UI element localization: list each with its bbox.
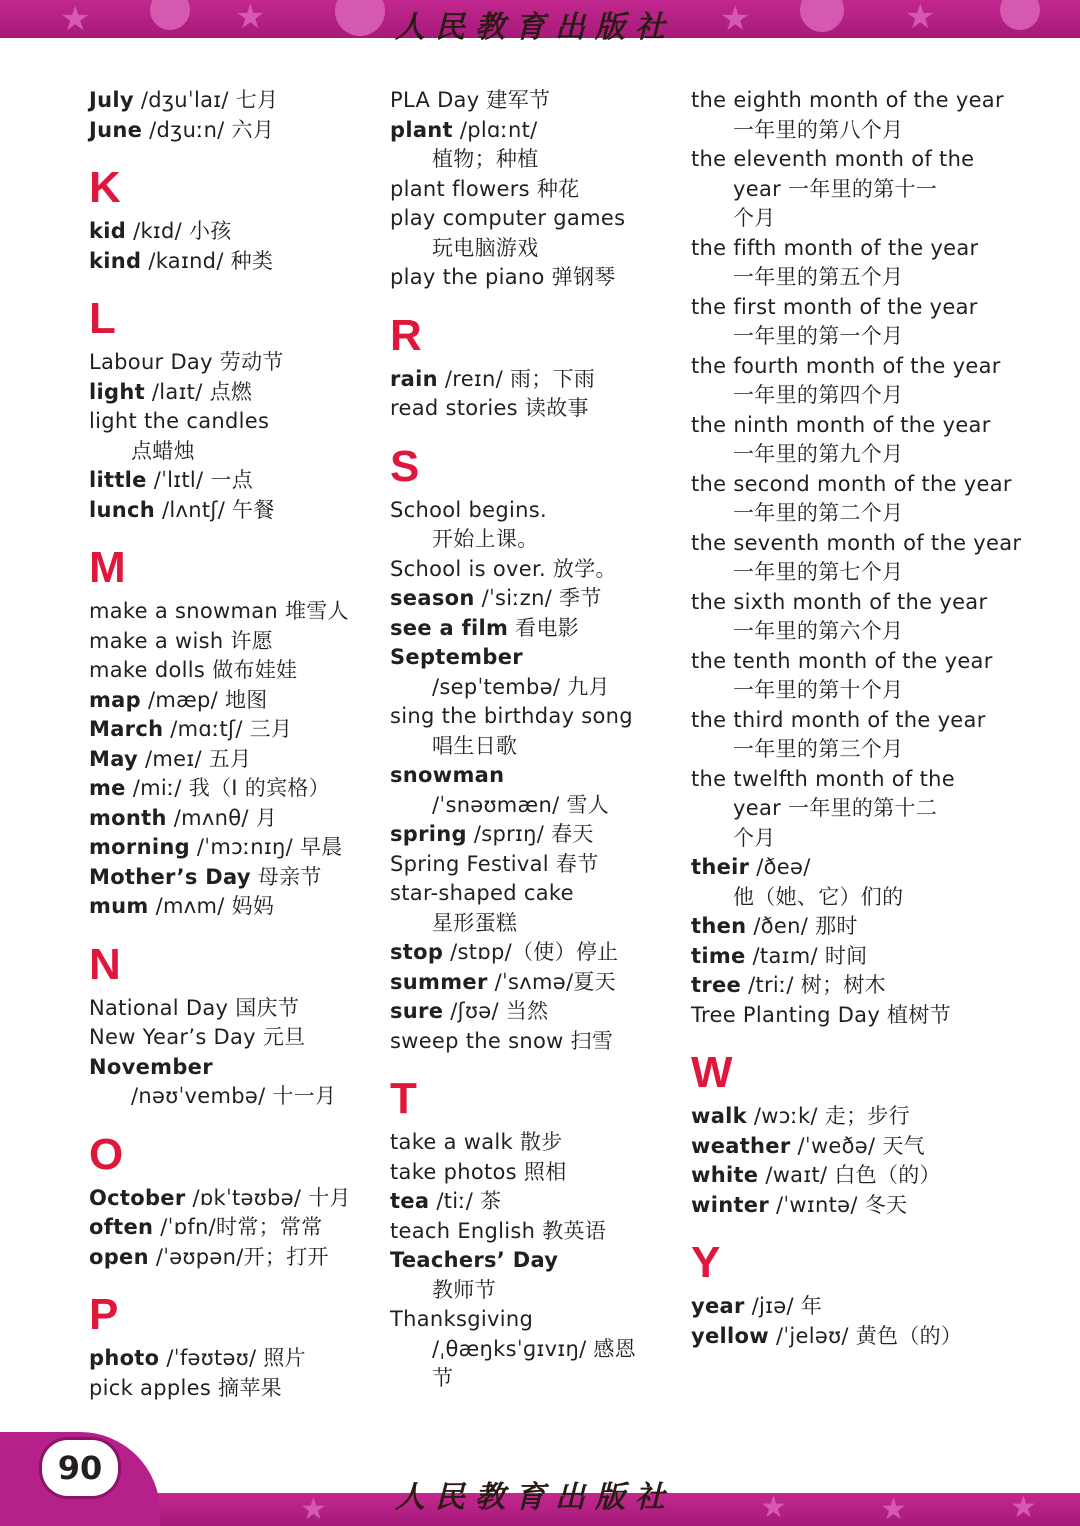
entry-text: /wɔːk/ 走；步行: [746, 1104, 910, 1128]
glossary-entry: [691, 204, 981, 234]
headword: season: [390, 586, 475, 610]
glossary-entry: [691, 971, 981, 1001]
headword: year: [691, 1294, 745, 1318]
headword: tree: [691, 973, 742, 997]
entry-text: make dolls 做布娃娃: [89, 658, 298, 682]
glossary-entry: [89, 378, 419, 408]
entry-text: 一年里的第七个月: [733, 560, 904, 584]
entry-text: light the candles: [89, 409, 270, 433]
entry-text: 一年里的第四个月: [733, 383, 904, 407]
glossary-entry: [691, 86, 1004, 116]
glossary-entry: [691, 706, 986, 736]
headword: May: [89, 746, 139, 771]
glossary-entry: [691, 1132, 981, 1162]
entry-text: the second month of the year: [691, 471, 1012, 496]
headword: rain: [390, 366, 438, 391]
glossary-entry: [89, 1243, 419, 1273]
headword: time: [691, 943, 746, 968]
entry-text: 个月: [733, 206, 776, 230]
entry-text: /ˈɒfn/时常；常常: [153, 1215, 323, 1239]
glossary-entry: [390, 145, 670, 175]
circle-decoration: [800, 0, 844, 32]
entry-text: teach English 教英语: [390, 1218, 607, 1243]
glossary-entry: [691, 116, 981, 146]
entry-text: /ˈjeləʊ/ 黄色（的）: [768, 1323, 963, 1348]
entry-text: sing the birthday song: [390, 704, 633, 728]
glossary-entry: [390, 761, 670, 791]
entry-text: the ninth month of the year: [691, 412, 991, 437]
entry-text: 玩电脑游戏: [432, 235, 539, 260]
entry-text: /dʒuːn/ 六月: [142, 117, 275, 142]
entry-text: /kaɪnd/ 种类: [141, 248, 274, 273]
glossary-entry: [390, 673, 670, 703]
entry-text: 一年里的第二个月: [733, 501, 904, 525]
entry-text: 一年里的第六个月: [733, 619, 904, 643]
entry-text: School is over. 放学。: [390, 556, 617, 581]
glossary-entry: [390, 820, 670, 850]
headword: little: [89, 468, 147, 492]
entry-text: play the piano 弹钢琴: [390, 265, 616, 289]
entry-text: PLA Day 建军节: [390, 88, 551, 112]
glossary-entry: [390, 1027, 670, 1057]
entry-text: the fifth month of the year: [691, 235, 979, 260]
headword: light: [89, 379, 145, 404]
headword: see a film: [390, 615, 509, 640]
entry-text: play computer games: [390, 206, 626, 230]
glossary-entry: [390, 1305, 670, 1335]
glossary-entry: [89, 656, 419, 686]
headword: snowman: [390, 763, 505, 787]
glossary-entry: [691, 765, 981, 795]
headword: map: [89, 687, 141, 712]
glossary-entry: [691, 322, 981, 352]
glossary-entry: [390, 365, 670, 395]
entry-text: /plɑːnt/: [452, 117, 538, 142]
entry-text: /ˈsnəʊmæn/ 雪人: [432, 792, 610, 817]
entry-text: 一年里的第九个月: [733, 442, 904, 466]
glossary-entry: [89, 116, 419, 146]
headword: Mother’s Day: [89, 864, 251, 889]
glossary-entry: [89, 217, 419, 247]
section-letter: L: [89, 294, 116, 343]
entry-text: take a walk 散步: [390, 1130, 563, 1154]
headword: Teachers’ Day: [390, 1248, 559, 1272]
entry-text: /ˈweðə/ 天气: [790, 1133, 925, 1158]
glossary-entry: [390, 394, 670, 424]
glossary-entry: [691, 853, 981, 883]
headword: white: [691, 1163, 759, 1187]
glossary-entry: [691, 234, 981, 264]
glossary-entry: [89, 247, 419, 277]
entry-text: /reɪn/ 雨；下雨: [437, 366, 596, 391]
entry-text: /stɒp/（使）停止: [443, 940, 619, 964]
headword: summer: [390, 969, 488, 994]
entry-text: the eighth month of the year: [691, 88, 1004, 112]
entry-text: 点蜡烛: [131, 438, 195, 463]
entry-text: 母亲节: [250, 864, 322, 889]
glossary-entry: [390, 1217, 670, 1247]
glossary-entry: [89, 892, 419, 922]
glossary-entry: [691, 470, 1012, 500]
glossary-entry: [390, 791, 670, 821]
entry-text: 他（她、它）们的: [733, 884, 904, 909]
glossary-entry: [390, 909, 670, 939]
entry-text: /sprɪŋ/ 春天: [466, 822, 594, 846]
headword: stop: [390, 940, 444, 964]
glossary-entry: [89, 1374, 419, 1404]
headword: their: [691, 855, 750, 879]
entry-text: plant flowers 种花: [390, 176, 580, 201]
glossary-entry: [691, 440, 981, 470]
entry-text: Thanksgiving: [390, 1307, 534, 1331]
glossary-entry: [691, 145, 981, 175]
glossary-entry: [390, 879, 670, 909]
glossary-entry: [390, 1128, 670, 1158]
entry-text: /ˈmɔːnɪŋ/ 早晨: [189, 835, 343, 859]
entry-text: /meɪ/ 五月: [138, 746, 252, 771]
entry-text: read stories 读故事: [390, 396, 589, 420]
entry-text: /ðeə/: [749, 855, 811, 879]
entry-text: New Year’s Day 元旦: [89, 1025, 306, 1049]
entry-text: 个月: [733, 825, 776, 850]
headword: lunch: [89, 497, 155, 522]
star-decoration-icon: ★: [760, 1493, 787, 1525]
glossary-entry: [89, 1344, 419, 1374]
entry-text: /mʌm/ 妈妈: [148, 894, 275, 918]
headword: September: [390, 645, 523, 669]
entry-text: 星形蛋糕: [432, 910, 518, 935]
section-letter: Y: [691, 1238, 721, 1287]
glossary-entry: [89, 407, 419, 437]
glossary-entry: [390, 584, 670, 614]
entry-text: 看电影: [508, 615, 580, 640]
entry-text: /mæp/ 地图: [141, 687, 268, 712]
headword: October: [89, 1185, 186, 1210]
entry-text: 一年里的第一个月: [733, 324, 904, 348]
glossary-entry: [89, 1184, 419, 1214]
glossary-entry: [89, 863, 419, 893]
glossary-entry: [89, 86, 419, 116]
entry-text: Tree Planting Day 植树节: [691, 1002, 951, 1027]
headword: March: [89, 717, 164, 741]
glossary-entry: [89, 774, 419, 804]
star-decoration-icon: ★: [60, 0, 91, 38]
entry-text: 植物；种植: [432, 147, 539, 171]
entry-text: /taɪm/ 时间: [745, 943, 868, 968]
glossary-entry: [691, 352, 1001, 382]
glossary-entry: [390, 732, 670, 762]
section-letter: N: [89, 939, 121, 989]
headword: me: [89, 776, 126, 800]
glossary-entry: [390, 204, 670, 234]
glossary-entry: [691, 617, 981, 647]
entry-text: 开始上课。: [432, 527, 539, 551]
glossary-entry: [691, 647, 993, 677]
page-number: 90: [42, 1440, 118, 1496]
glossary-entry: [691, 499, 981, 529]
entry-text: /ˈsʌmə/夏天: [487, 969, 616, 994]
glossary-entry: [691, 1001, 981, 1031]
glossary-entry: [89, 437, 419, 467]
headword: June: [89, 117, 143, 142]
column-3: [691, 86, 1022, 1351]
entry-text: /triː/ 树；树木: [741, 973, 886, 997]
glossary-entry: [89, 1023, 419, 1053]
entry-text: the seventh month of the year: [691, 530, 1022, 555]
entry-text: /nəʊˈvembə/ 十一月: [131, 1084, 337, 1108]
glossary-entry: [390, 175, 670, 205]
glossary-entry: [390, 1364, 670, 1394]
entry-text: the tenth month of the year: [691, 648, 993, 673]
entry-text: /jɪə/ 年: [744, 1294, 823, 1318]
glossary-entry: [89, 804, 419, 834]
entry-text: the first month of the year: [691, 294, 978, 319]
glossary-entry: [390, 643, 670, 673]
headword: weather: [691, 1133, 791, 1158]
glossary-entry: [691, 1102, 981, 1132]
column-2: [390, 86, 670, 1394]
entry-text: 唱生日歌: [432, 733, 518, 758]
glossary-entry: [390, 997, 670, 1027]
glossary-entry: [89, 627, 419, 657]
glossary-entry: [691, 588, 988, 618]
headword: open: [89, 1244, 149, 1269]
glossary-entry: [89, 466, 419, 496]
glossary-entry: [691, 558, 981, 588]
entry-text: Spring Festival 春节: [390, 851, 599, 876]
entry-text: make a snowman 堆雪人: [89, 599, 349, 623]
glossary-entry: [390, 938, 670, 968]
entry-text: 节: [432, 1366, 454, 1390]
headword: winter: [691, 1192, 769, 1217]
star-decoration-icon: ★: [300, 1493, 327, 1526]
section-letter: W: [691, 1048, 733, 1097]
glossary-entry: [691, 735, 981, 765]
entry-text: /tiː/ 茶: [429, 1189, 502, 1213]
entry-text: take photos 照相: [390, 1159, 567, 1184]
headword: walk: [691, 1104, 747, 1128]
entry-text: /miː/ 我（I 的宾格）: [125, 776, 330, 800]
headword: plant: [390, 117, 453, 142]
entry-text: 教师节: [432, 1277, 496, 1302]
glossary-entry: [390, 850, 670, 880]
section-letter: K: [89, 163, 121, 212]
entry-text: /laɪt/ 点燃: [144, 379, 253, 404]
glossary-entry: [691, 175, 981, 205]
glossary-entry: [691, 381, 981, 411]
glossary-entry: [89, 1053, 419, 1083]
entry-text: 一年里的第五个月: [733, 265, 904, 289]
entry-text: year 一年里的第十二: [733, 796, 938, 820]
circle-decoration: [150, 0, 190, 30]
publisher-footer: 人民教育出版社: [395, 1480, 675, 1515]
entry-text: /dʒuˈlaɪ/ 七月: [133, 88, 279, 112]
headword: July: [89, 88, 134, 112]
glossary-entry: [691, 794, 981, 824]
glossary-entry: [691, 1161, 981, 1191]
glossary-entry: [691, 1322, 981, 1352]
section-letter: O: [89, 1129, 124, 1179]
entry-text: /ˈfəʊtəʊ/ 照片: [159, 1346, 306, 1370]
entry-text: /ˈwɪntə/ 冬天: [769, 1192, 908, 1217]
glossary-entry: [390, 1335, 670, 1365]
entry-text: 一年里的第三个月: [733, 737, 904, 761]
glossary-entry: [390, 525, 670, 555]
glossary-entry: [89, 745, 419, 775]
glossary-entry: [390, 234, 670, 264]
headword: kid: [89, 219, 127, 243]
glossary-entry: [691, 824, 981, 854]
glossary-entry: [691, 529, 1022, 559]
glossary-entry: [89, 496, 419, 526]
publisher-header: 人民教育出版社: [395, 10, 675, 45]
glossary-entry: [390, 1158, 670, 1188]
circle-decoration: [1000, 0, 1040, 30]
headword: kind: [89, 248, 142, 273]
entry-text: /kɪd/ 小孩: [126, 219, 232, 243]
headword: spring: [390, 822, 467, 846]
headword: yellow: [691, 1323, 769, 1348]
entry-text: /lʌntʃ/ 午餐: [155, 497, 275, 522]
glossary-entry: [89, 1082, 419, 1112]
glossary-entry: [89, 686, 419, 716]
entry-text: National Day 国庆节: [89, 995, 300, 1020]
entry-text: sweep the snow 扫雪: [390, 1028, 614, 1053]
glossary-entry: [390, 263, 670, 293]
entry-text: /mɑːtʃ/ 三月: [163, 717, 293, 741]
glossary-entry: [89, 994, 419, 1024]
entry-text: the fourth month of the year: [691, 353, 1001, 378]
section-letter: S: [390, 441, 420, 491]
glossary-entry: [89, 715, 419, 745]
headword: often: [89, 1215, 154, 1239]
glossary-entry: [390, 86, 670, 116]
glossary-entry: [691, 411, 991, 441]
glossary-entry: [691, 263, 981, 293]
star-decoration-icon: ★: [235, 0, 266, 37]
entry-text: /waɪt/ 白色（的）: [758, 1163, 941, 1187]
glossary-entry: [390, 614, 670, 644]
circle-decoration: [335, 0, 385, 36]
glossary-entry: [89, 348, 419, 378]
entry-text: the eleventh month of the: [691, 147, 975, 171]
glossary-entry: [390, 116, 670, 146]
glossary-entry: [390, 1187, 670, 1217]
glossary-entry: [89, 597, 419, 627]
entry-text: /ˌθæŋksˈɡɪvɪŋ/ 感恩: [432, 1336, 637, 1361]
column-1: [89, 86, 419, 1403]
entry-text: School begins.: [390, 497, 547, 522]
glossary-entry: [390, 496, 670, 526]
star-decoration-icon: ★: [905, 0, 936, 37]
headword: sure: [390, 999, 444, 1023]
headword: morning: [89, 835, 190, 859]
entry-text: /ˈəʊpən/开；打开: [148, 1244, 329, 1269]
section-letter: M: [89, 543, 126, 592]
glossary-entry: [691, 293, 981, 323]
headword: then: [691, 914, 747, 938]
glossary-entry: [691, 1292, 981, 1322]
entry-text: 一年里的第八个月: [733, 117, 904, 142]
glossary-entry: [691, 676, 981, 706]
glossary-entry: [89, 1213, 419, 1243]
entry-text: /ʃʊə/ 当然: [443, 999, 549, 1023]
entry-text: /sepˈtembə/ 九月: [432, 674, 610, 699]
entry-text: make a wish 许愿: [89, 628, 274, 653]
entry-text: star-shaped cake: [390, 881, 574, 905]
entry-text: pick apples 摘苹果: [89, 1375, 282, 1400]
star-decoration-icon: ★: [880, 1493, 907, 1526]
entry-text: /mʌnθ/ 月: [166, 805, 277, 830]
entry-text: /ɒkˈtəʊbə/ 十月: [185, 1185, 351, 1210]
headword: month: [89, 805, 167, 830]
glossary-entry: [691, 883, 981, 913]
entry-text: year 一年里的第十一: [733, 176, 938, 201]
glossary-entry: [390, 1246, 670, 1276]
glossary-entry: [89, 833, 419, 863]
section-letter: T: [390, 1074, 417, 1123]
entry-text: the twelfth month of the: [691, 766, 955, 791]
glossary-entry: [390, 702, 670, 732]
glossary-entry: [691, 912, 981, 942]
entry-text: Labour Day 劳动节: [89, 350, 284, 374]
glossary-entry: [390, 1276, 670, 1306]
glossary-entry: [691, 942, 981, 972]
entry-text: the third month of the year: [691, 707, 986, 732]
headword: November: [89, 1054, 213, 1079]
entry-text: /ˈsiːzn/ 季节: [474, 586, 602, 610]
section-letter: P: [89, 1290, 119, 1339]
entry-text: the sixth month of the year: [691, 589, 988, 614]
headword: mum: [89, 894, 149, 918]
entry-text: /ˈlɪtl/ 一点: [146, 468, 253, 492]
glossary-entry: [390, 555, 670, 585]
section-letter: R: [390, 310, 422, 360]
glossary-entry: [390, 968, 670, 998]
headword: photo: [89, 1346, 160, 1370]
entry-text: /ðen/ 那时: [746, 914, 858, 938]
star-decoration-icon: ★: [720, 0, 751, 38]
headword: tea: [390, 1189, 430, 1213]
star-decoration-icon: ★: [1010, 1493, 1037, 1525]
entry-text: 一年里的第十个月: [733, 678, 904, 702]
glossary-entry: [691, 1191, 981, 1221]
